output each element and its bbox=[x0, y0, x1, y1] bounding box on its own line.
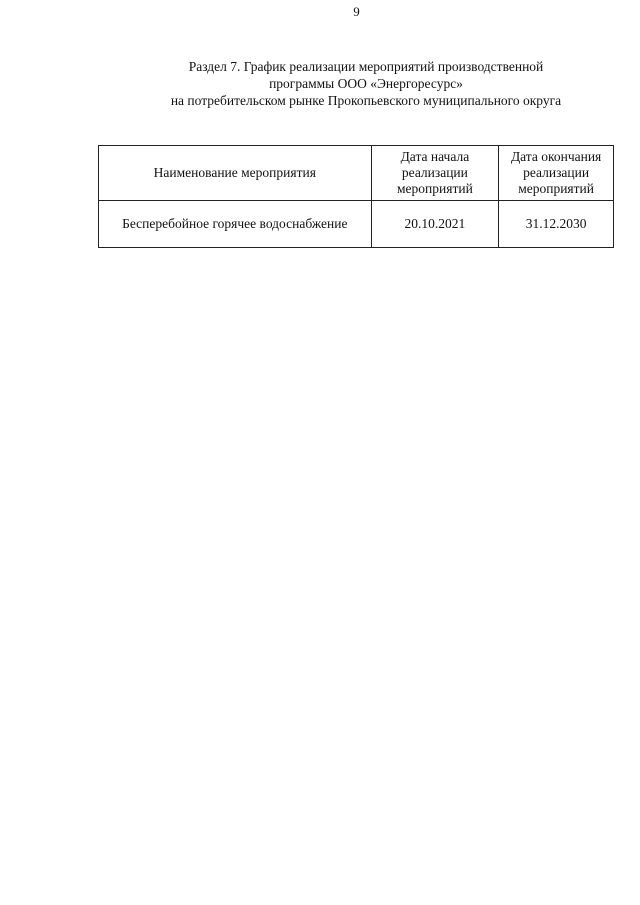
section-title-line-3: на потребительском рынке Прокопьевского муниципального округа bbox=[170, 93, 562, 108]
header-event-name: Наименование мероприятия bbox=[99, 146, 372, 201]
table-header-row bbox=[99, 146, 614, 201]
header-end-date-line: мероприятий bbox=[518, 181, 594, 196]
header-end-date-line: Дата окончания bbox=[510, 149, 602, 164]
header-end-date-line: реализации bbox=[523, 165, 590, 180]
table-row bbox=[99, 201, 614, 248]
event-name-cell: Бесперебойное горячее водоснабжение bbox=[99, 201, 372, 248]
schedule-table bbox=[98, 145, 614, 248]
page-number: 9 bbox=[353, 4, 360, 19]
header-end-date bbox=[499, 146, 614, 201]
section-title-line-1: Раздел 7. График реализации мероприятий производственной bbox=[188, 59, 544, 74]
section-title bbox=[0, 58, 640, 109]
header-start-date-line: Дата начала bbox=[400, 149, 470, 164]
start-date-cell: 20.10.2021 bbox=[371, 201, 499, 248]
header-start-date-line: мероприятий bbox=[397, 181, 473, 196]
header-start-date-line: реализации bbox=[401, 165, 468, 180]
header-start-date bbox=[371, 146, 499, 201]
section-title-line-2: программы ООО «Энергоресурс» bbox=[269, 76, 463, 91]
end-date-cell: 31.12.2030 bbox=[499, 201, 614, 248]
